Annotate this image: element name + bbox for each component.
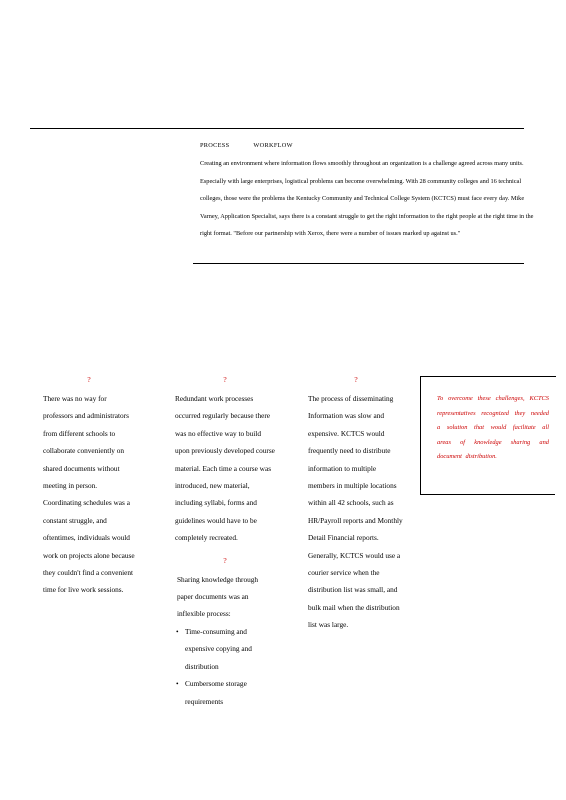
intro-bottom-rule [193, 263, 524, 264]
question-icon: ? [223, 375, 227, 384]
section-heading [200, 142, 536, 149]
question-icon: ? [354, 375, 358, 384]
heading-workflow: WORKFLOW [253, 142, 293, 149]
intro-section [200, 142, 536, 243]
column-3-text: The process of disseminating Information was slow and expensive. KCTCS would frequently need to distribute information to multiple members in multiple locations within all 42 schools, such as HR/Payroll reports and Monthly Detail Financial reports. Generally, KCTCS would use a courier service when the distribution list was small, and bulk mail when the distribution list was large. [308, 394, 403, 630]
callout-top-rule [420, 376, 556, 377]
top-rule [30, 128, 524, 129]
column-1-text: There was no way for professors and administrators from different schools to collaborate conveniently on shared documents without meeting in person. Coordinating schedules was a constant struggle, and oftentimes, individuals would work on projects alone because they couldn't find a convenient time for live work sessions. [43, 394, 135, 595]
list-item: • Cumbersome storage requirements [185, 675, 275, 710]
column-2-lead: Sharing knowledge through paper documents was an inflexible process: [177, 574, 259, 619]
column-2 [175, 374, 275, 710]
question-icon: ? [87, 375, 91, 384]
column-2-text: Redundant work processes occurred regularly because there was no effective way to build upon previously developed course material. Each time a course was introduced, new material, including syllabi, forms and guidelines would have to be completely recreated. [175, 394, 275, 543]
column-1 [43, 374, 135, 599]
callout-text: To overcome these challenges, KCTCS representatives recognized they needed a solution that would facilitate all areas of knowledge sharing and document distribution. [437, 395, 549, 461]
intro-paragraph: Creating an environment where information flows smoothly throughout an organization is a challenge agreed across many units. Especially with large enterprises, logistical problems can become overwhelming. With 28 community colleges and 16 technical colleges, those were the problems the Kentucky Community and Technical College System (KCTCS) must face every day. Mike Varney, Application Specialist, says there is a constant struggle to get the right information to the right people at the right time in the right format. "Before our partnership with Xerox, there were a number of issues marked up against us." [200, 160, 534, 237]
list-item: • Time-consuming and expensive copying and distribution [185, 623, 275, 675]
column-3 [308, 374, 404, 634]
column-2-bullet-list [175, 623, 275, 710]
question-icon: ? [223, 555, 227, 565]
heading-process: PROCESS [200, 142, 230, 149]
